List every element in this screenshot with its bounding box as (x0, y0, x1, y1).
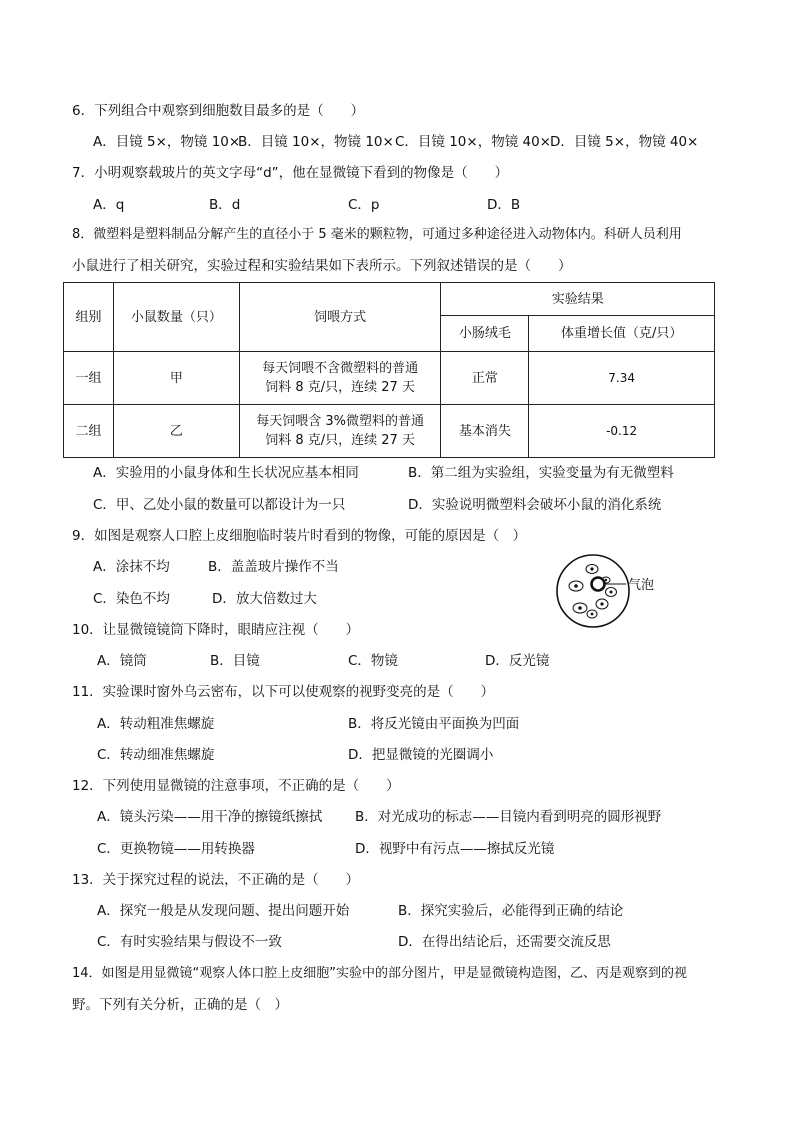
q7-stem: 7．小明观察载玻片的英文字母“d”，他在显微镜下看到的物像是（ ） (72, 165, 509, 181)
q10-option-c: C．物镜 (348, 653, 398, 669)
q6-option-b: B．目镜 10×，物镜 10× (238, 134, 394, 150)
q6-option-a: A．目镜 5×，物镜 10× (93, 134, 241, 150)
q10-option-b: B．目镜 (210, 653, 260, 669)
q10-stem: 10．让显微镜镜筒下降时，眼睛应注视（ ） (72, 622, 360, 638)
q9-option-b: B．盖盖玻片操作不当 (208, 559, 339, 575)
q11-option-d: D．把显微镜的光圈调小 (348, 747, 494, 763)
q9-stem: 9．如图是观察人口腔上皮细胞临时装片时看到的物像，可能的原因是（ ） (72, 528, 527, 544)
q12-option-b: B．对光成功的标志——目镜内看到明亮的圆形视野 (355, 809, 662, 825)
q12-option-a: A．镜头污染——用干净的擦镜纸擦拭 (97, 809, 323, 825)
q8-option-c: C．甲、乙处小鼠的数量可以都设计为一只 (93, 497, 346, 513)
table-row (64, 405, 715, 458)
q7-option-d: D．B (487, 197, 521, 213)
cell-group: 一组 (64, 352, 114, 405)
table-row (64, 352, 715, 405)
air-bubble (592, 578, 605, 591)
q8-option-d: D．实验说明微塑料会破坏小鼠的消化系统 (408, 497, 662, 513)
cell-feed (239, 405, 441, 458)
header-group: 组别 (64, 283, 114, 352)
microscope-field-diagram (552, 552, 682, 630)
q13-option-b: B．探究实验后，必能得到正确的结论 (398, 903, 624, 919)
header-mice-count: 小鼠数量（只） (113, 283, 239, 352)
cell-view-figure (552, 552, 682, 630)
experiment-table (63, 282, 715, 458)
cell-weight: 7.34 (529, 352, 715, 405)
header-feeding-method: 饲喂方式 (239, 283, 441, 352)
q9-option-a: A．涂抹不均 (93, 559, 170, 575)
q13-option-a: A．探究一般是从发现问题、提出问题开始 (97, 903, 350, 919)
cell-feed-line2: 饲料 8 克/只，连续 27 天 (265, 433, 415, 448)
cell-group: 二组 (64, 405, 114, 458)
q11-option-c: C．转动细准焦螺旋 (97, 747, 215, 763)
q10-option-d: D．反光镜 (485, 653, 550, 669)
q8-stem-line2: 小鼠进行了相关研究，实验过程和实验结果如下表所示。下列叙述错误的是（ ） (72, 258, 572, 274)
q13-option-c: C．有时实验结果与假设不一致 (97, 934, 282, 950)
q13-option-d: D．在得出结论后，还需要交流反思 (398, 934, 611, 950)
subheader-villi: 小肠绒毛 (441, 316, 529, 352)
q6-stem: 6．下列组合中观察到细胞数目最多的是（ ） (72, 103, 365, 119)
q12-option-d: D．视野中有污点——擦拭反光镜 (355, 841, 555, 857)
q6-option-d: D．目镜 5×，物镜 40× (550, 134, 699, 150)
q13-stem: 13．关于探究过程的说法，不正确的是（ ） (72, 872, 360, 888)
cell-villi: 基本消失 (441, 405, 529, 458)
q9-option-c: C．染色不均 (93, 591, 170, 607)
subheader-weight-gain: 体重增长值（克/只） (529, 316, 715, 352)
q11-stem: 11．实验课时窗外乌云密布，以下可以使观察的视野变亮的是（ ） (72, 684, 495, 700)
q9-option-d: D．放大倍数过大 (212, 591, 317, 607)
cell-feed-line1: 每天饲喂含 3%微塑料的普通 (256, 414, 424, 429)
q12-stem: 12．下列使用显微镜的注意事项，不正确的是（ ） (72, 778, 400, 794)
q11-option-a: A．转动粗准焦螺旋 (97, 716, 215, 732)
q7-option-b: B．d (209, 197, 241, 213)
cell-mice: 乙 (113, 405, 239, 458)
q7-option-a: A．q (93, 197, 125, 213)
q7-option-c: C．p (348, 197, 380, 213)
q12-option-c: C．更换物镜——用转换器 (97, 841, 255, 857)
q14-stem-line1: 14．如图是用显微镜“观察人体口腔上皮细胞”实验中的部分图片，甲是显微镜构造图，乙、丙是观察到的视 (72, 966, 688, 981)
q6-option-c: C．目镜 10×，物镜 40× (395, 134, 551, 150)
cell-villi: 正常 (441, 352, 529, 405)
cell-feed-line2: 饲料 8 克/只，连续 27 天 (265, 380, 415, 395)
cell-weight: -0.12 (529, 405, 715, 458)
air-bubble-label: 气泡 (628, 578, 655, 593)
cell-mice: 甲 (113, 352, 239, 405)
q8-stem-line1: 8．微塑料是塑料制品分解产生的直径小于 5 毫米的颗粒物，可通过多种途径进入动物体内。科研人员利用 (72, 227, 682, 242)
cell-feed (239, 352, 441, 405)
header-results: 实验结果 (441, 283, 715, 316)
q10-option-a: A．镜筒 (97, 653, 147, 669)
q8-option-a: A．实验用的小鼠身体和生长状况应基本相同 (93, 465, 359, 481)
cell-feed-line1: 每天饲喂不含微塑料的普通 (262, 361, 419, 376)
q8-option-b: B．第二组为实验组，实验变量为有无微塑料 (408, 465, 674, 481)
q11-option-b: B．将反光镜由平面换为凹面 (348, 716, 520, 732)
q14-stem-line2: 野。下列有关分析，正确的是（ ） (72, 997, 288, 1013)
